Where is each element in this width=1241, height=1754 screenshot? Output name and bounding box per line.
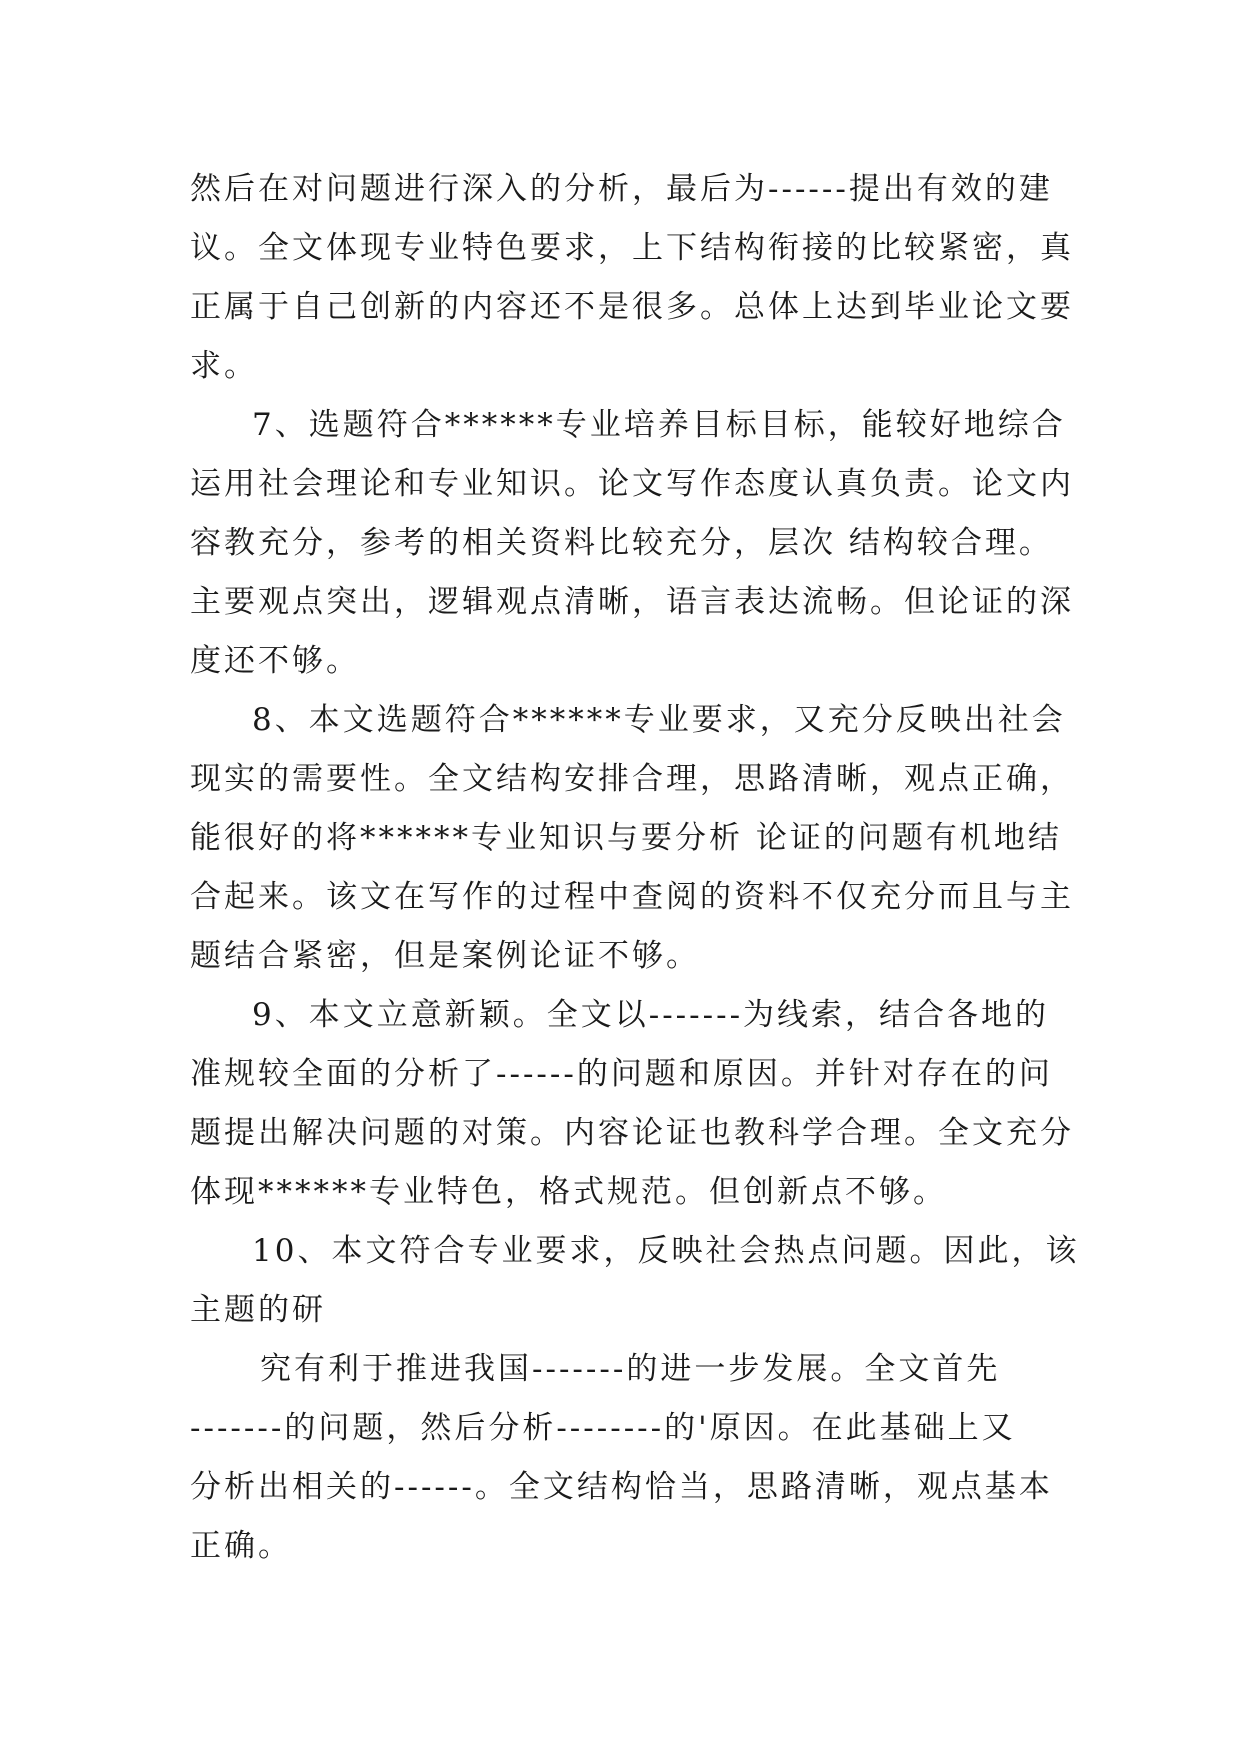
item-9-line-3: 题提出解决问题的对策。内容论证也教科学合理。全文充分 <box>190 1115 1074 1151</box>
item-8-line-5: 题结合紧密，但是案例论证不够。 <box>190 938 700 974</box>
item-7-line-3: 容教充分，参考的相关资料比较充分，层次 结构较合理。 <box>190 525 1053 561</box>
text-line-1: 然后在对问题进行深入的分析，最后为------提出有效的建 <box>190 171 1053 207</box>
item-7-line-1: 7、选题符合******专业培养目标目标，能较好地综合 <box>252 407 1066 443</box>
item-9-line-4: 体现******专业特色，格式规范。但创新点不够。 <box>190 1174 947 1210</box>
item-8-line-2: 现实的需要性。全文结构安排合理，思路清晰，观点正确， <box>190 761 1074 797</box>
item-9-line-2: 准规较全面的分析了------的问题和原因。并针对存在的问 <box>190 1056 1053 1092</box>
item-10-line-3: 究有利于推进我国-------的进一步发展。全文首先 <box>260 1351 1001 1387</box>
item-10-line-5: 分析出相关的------。全文结构恰当，思路清晰，观点基本 <box>190 1469 1053 1505</box>
item-8-line-3: 能很好的将******专业知识与要分析 论证的问题有机地结 <box>190 820 1062 856</box>
item-7-line-4: 主要观点突出，逻辑观点清晰，语言表达流畅。但论证的深 <box>190 584 1074 620</box>
item-8-line-1: 8、本文选题符合******专业要求，又充分反映出社会 <box>252 702 1066 738</box>
item-7-line-2: 运用社会理论和专业知识。论文写作态度认真负责。论文内 <box>190 466 1074 502</box>
item-10-line-1: 10、本文符合专业要求，反映社会热点问题。因此，该 <box>252 1233 1080 1269</box>
item-9-line-1: 9、本文立意新颖。全文以-------为线索，结合各地的 <box>252 997 1050 1033</box>
item-7-line-5: 度还不够。 <box>190 643 360 679</box>
item-10-line-2: 主题的研 <box>190 1292 326 1328</box>
text-line-2: 议。全文体现专业特色要求，上下结构衔接的比较紧密，真 <box>190 230 1074 266</box>
document-body <box>190 160 1080 1576</box>
text-line-3: 正属于自己创新的内容还不是很多。总体上达到毕业论文要 <box>190 289 1074 325</box>
item-10-line-6: 正确。 <box>190 1528 292 1564</box>
item-8-line-4: 合起来。该文在写作的过程中查阅的资料不仅充分而且与主 <box>190 879 1074 915</box>
item-10-line-4: -------的问题，然后分析--------的'原因。在此基础上又 <box>190 1410 1016 1446</box>
text-line-4: 求。 <box>190 348 258 384</box>
